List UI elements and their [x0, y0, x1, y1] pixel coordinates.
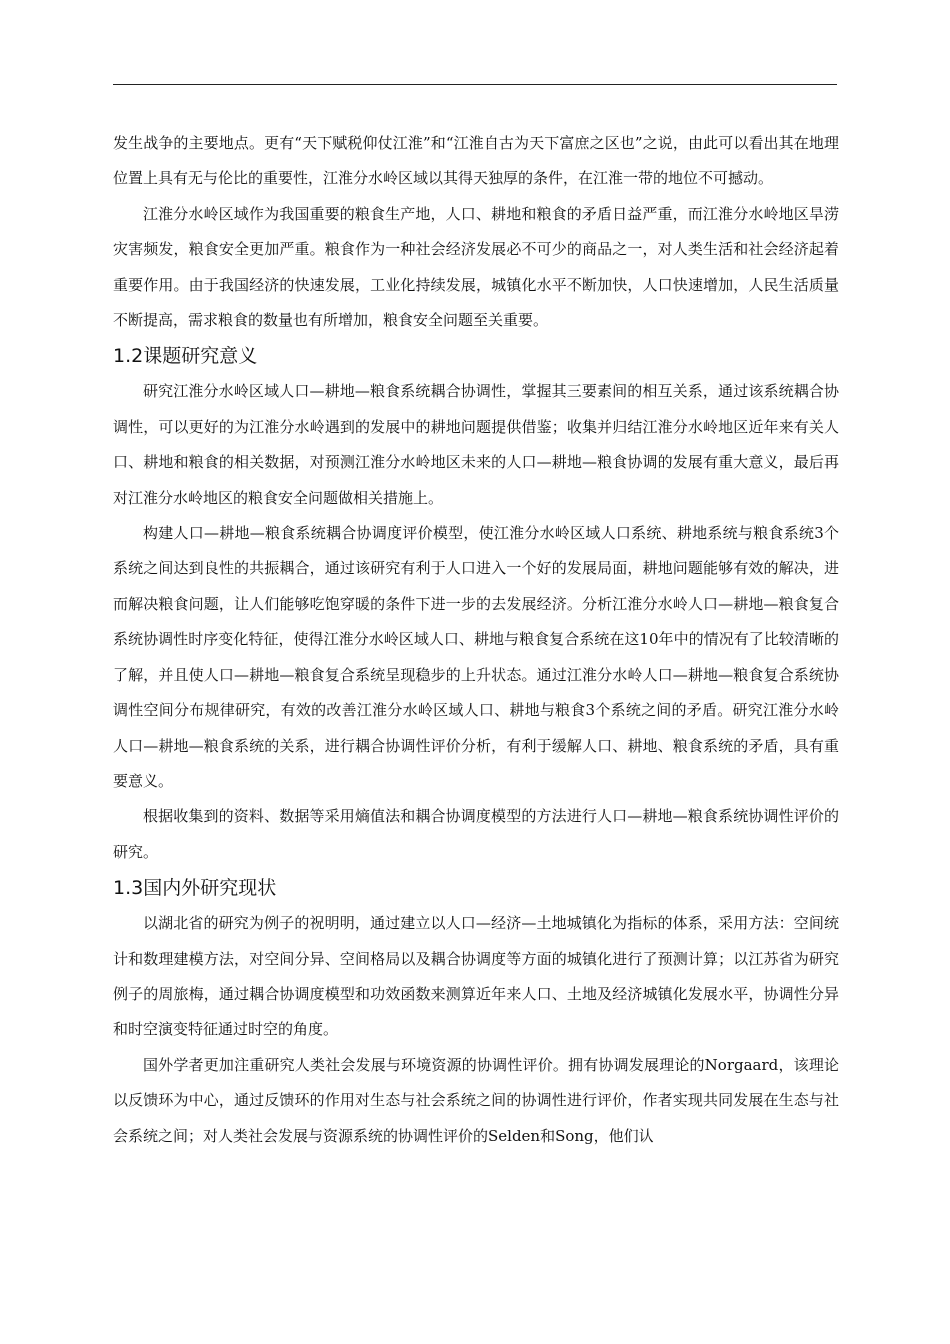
paragraph-continuation: 发生战争的主要地点。更有“天下赋税仰仗江淮”和“江淮自古为天下富庶之区也”之说，由此可以看出其在地理位置上具有无与伦比的重要性，江淮分水岭区域以其得天独厚的条件，在江淮一带的地位不可撼动。	[113, 134, 839, 188]
paragraph: 以湖北省的研究为例子的祝明明，通过建立以人口—经济—土地城镇化为指标的体系，采用方法：空间统计和数理建模方法，对空间分异、空间格局以及耦合协调度等方面的城镇化进行了预测计算；以江苏省为研究例子的周旅梅，通过耦合协调度模型和功效函数来测算近年来人口、土地及经济城镇化发展水平，协调性分异和时空演变特征通过时空的角度。	[113, 914, 839, 1039]
paragraph: 根据收集到的资料、数据等采用熵值法和耦合协调度模型的方法进行人口—耕地—粮食系统协调性评价的研究。	[113, 807, 839, 861]
header-rule	[113, 84, 837, 85]
paragraph: 研究江淮分水岭区域人口—耕地—粮食系统耦合协调性，掌握其三要素间的相互关系，通过该系统耦合协调性，可以更好的为江淮分水岭遇到的发展中的耕地问题提供借鉴；收集并归结江淮分水岭地区近年来有关人口、耕地和粮食的相关数据，对预测江淮分水岭地区未来的人口—耕地—粮食协调的发展有重大意义，最后再对江淮分水岭地区的粮食安全问题做相关措施上。	[113, 382, 839, 507]
document-body	[113, 126, 839, 1154]
paragraph: 江淮分水岭区域作为我国重要的粮食生产地，人口、耕地和粮食的矛盾日益严重，而江淮分水岭地区旱涝灾害频发，粮食安全更加严重。粮食作为一种社会经济发展必不可少的商品之一，对人类生活和社会经济起着重要作用。由于我国经济的快速发展，工业化持续发展，城镇化水平不断加快，人口快速增加，人民生活质量不断提高，需求粮食的数量也有所增加，粮食安全问题至关重要。	[113, 204, 839, 330]
paragraph: 国外学者更加注重研究人类社会发展与环境资源的协调性评价。拥有协调发展理论的Norgaard，该理论以反馈环为中心，通过反馈环的作用对生态与社会系统之间的协调性进行评价，作者实现共同发展在生态与社会系统之间；对人类社会发展与资源系统的协调性评价的Selden和Song，他们认	[113, 1055, 839, 1145]
paragraph: 构建人口—耕地—粮食系统耦合协调度评价模型，使江淮分水岭区域人口系统、耕地系统与粮食系统3个系统之间达到良性的共振耦合，通过该研究有利于人口进入一个好的发展局面，耕地问题能够有效的解决，进而解决粮食问题，让人们能够吃饱穿暖的条件下进一步的去发展经济。分析江淮分水岭人口—耕地—粮食复合系统协调性时序变化特征，使得江淮分水岭区域人口、耕地与粮食复合系统在这10年中的情况有了比较清晰的了解，并且使人口—耕地—粮食复合系统呈现稳步的上升状态。通过江淮分水岭人口—耕地—粮食复合系统协调性空间分布规律研究，有效的改善江淮分水岭区域人口、耕地与粮食3个系统之间的矛盾。研究江淮分水岭人口—耕地—粮食系统的关系，进行耦合协调性评价分析，有利于缓解人口、耕地、粮食系统的矛盾，具有重要意义。	[113, 524, 839, 790]
section-heading-1-3: 1.3国内外研究现状	[113, 877, 277, 900]
section-heading-1-2: 1.2课题研究意义	[113, 345, 258, 368]
